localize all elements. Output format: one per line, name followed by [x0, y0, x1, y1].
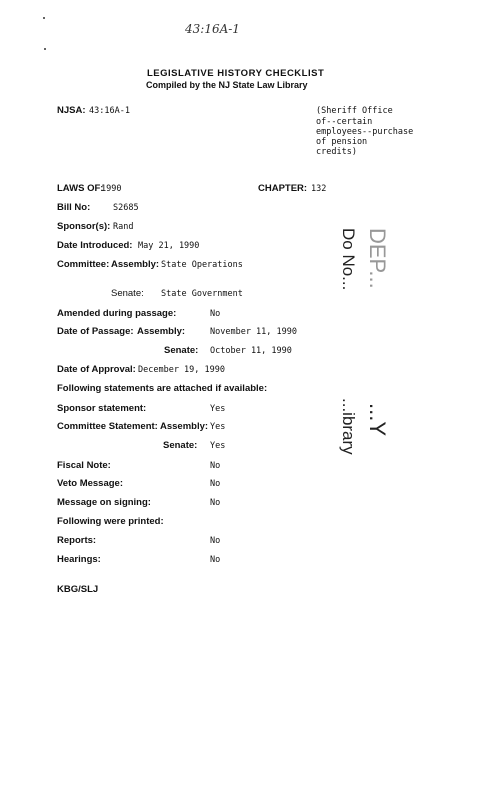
sponsor-statement-value: Yes	[210, 404, 226, 414]
following-printed-heading: Following were printed:	[57, 516, 164, 527]
hearings-label: Hearings:	[57, 554, 101, 565]
date-introduced-label: Date Introduced:	[57, 240, 133, 251]
committee-statement-senate-value: Yes	[210, 441, 226, 451]
chapter-label: CHAPTER:	[258, 183, 308, 194]
passage-assembly-value: November 11, 1990	[210, 327, 297, 337]
committee-senate-value: State Government	[161, 289, 243, 299]
reports-value: No	[210, 536, 221, 546]
document-subtitle: Compiled by the NJ State Law Library	[146, 80, 308, 90]
scan-speck	[43, 17, 45, 19]
committee-senate-label: Senate:	[111, 288, 144, 299]
bill-no-value: S2685	[113, 203, 139, 213]
library-stamp	[330, 228, 390, 455]
passage-assembly-label: Assembly:	[137, 326, 186, 337]
date-introduced-value: May 21, 1990	[138, 241, 200, 251]
stamp-line: DEP...	[365, 228, 390, 289]
passage-senate-label: Senate:	[164, 345, 199, 356]
sponsor-statement-label: Sponsor statement:	[57, 403, 147, 414]
laws-of-value: 1990	[101, 184, 122, 194]
message-on-signing-label: Message on signing:	[57, 497, 151, 508]
fiscal-note-label: Fiscal Note:	[57, 460, 111, 471]
handwritten-citation: 43:16A-1	[185, 22, 240, 36]
approval-value: December 19, 1990	[138, 365, 225, 375]
amended-value: No	[210, 309, 221, 319]
chapter-value: 132	[311, 184, 327, 194]
description-line: employees--purchase	[316, 127, 414, 137]
veto-message-value: No	[210, 479, 221, 489]
veto-message-label: Veto Message:	[57, 478, 123, 489]
bill-no-label: Bill No:	[57, 202, 91, 213]
njsa-value: 43:16A-1	[89, 106, 130, 116]
amended-label: Amended during passage:	[57, 308, 177, 319]
reports-label: Reports:	[57, 535, 97, 546]
laws-of-label: LAWS OF:	[57, 183, 104, 194]
description-line: (Sheriff Office	[316, 106, 393, 116]
committee-statement-label: Committee Statement:	[57, 421, 158, 432]
description-line: of--certain	[316, 117, 373, 127]
sponsors-value: Rand	[113, 222, 134, 232]
hearings-value: No	[210, 555, 221, 565]
approval-label: Date of Approval:	[57, 364, 136, 375]
njsa-label: NJSA:	[57, 105, 86, 116]
following-attached-heading: Following statements are attached if available:	[57, 383, 268, 394]
committee-label: Committee:	[57, 259, 110, 270]
sponsors-label: Sponsor(s):	[57, 221, 111, 232]
scan-speck	[44, 48, 46, 50]
initials: KBG/SLJ	[57, 584, 99, 595]
committee-statement-assembly-value: Yes	[210, 422, 226, 432]
stamp-line: ...ibrary	[339, 398, 358, 455]
passage-senate-value: October 11, 1990	[210, 346, 292, 356]
message-on-signing-value: No	[210, 498, 221, 508]
description-line: of pension	[316, 137, 368, 147]
committee-statement-senate-label: Senate:	[163, 440, 198, 451]
document-title: LEGISLATIVE HISTORY CHECKLIST	[147, 68, 325, 79]
committee-assembly-label: Assembly:	[111, 259, 160, 270]
description-line: credits)	[316, 147, 357, 157]
committee-assembly-value: State Operations	[161, 260, 243, 270]
stamp-line: Do No...	[339, 228, 358, 291]
fiscal-note-value: No	[210, 461, 221, 471]
stamp-line: ...Y	[365, 403, 390, 437]
passage-label: Date of Passage:	[57, 326, 134, 337]
committee-statement-assembly-label: Assembly:	[160, 421, 209, 432]
